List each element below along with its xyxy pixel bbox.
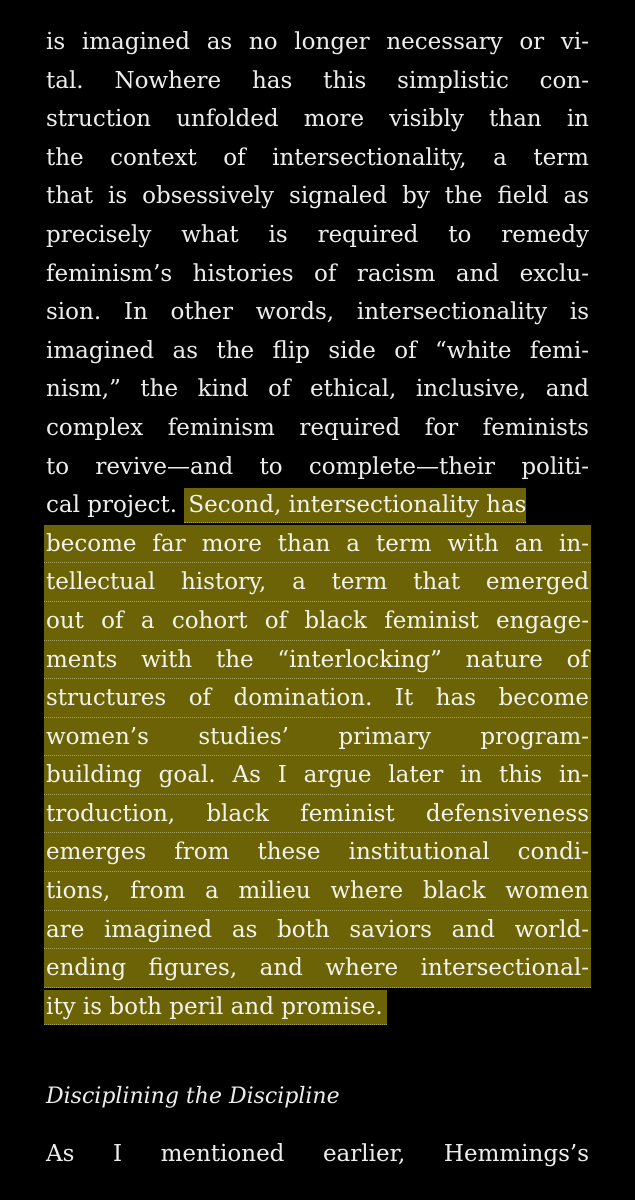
text-line: that is obsessively signaled by the field as xyxy=(46,183,589,210)
body-paragraph xyxy=(46,23,589,1026)
text-line: feminism’s histories of racism and exclu- xyxy=(46,260,589,287)
text-line: imagined as the flip side of “white femi- xyxy=(46,337,589,364)
highlight-segment[interactable]: Second, intersectionality has xyxy=(184,488,526,523)
highlighted-line[interactable]: ending figures, and where intersectional- xyxy=(44,949,591,988)
text-line: sion. In other words, intersectionality is xyxy=(46,299,589,326)
section-heading: Disciplining the Discipline xyxy=(46,1084,340,1109)
highlighted-line[interactable]: tions, from a milieu where black women xyxy=(44,872,591,911)
highlighted-line[interactable]: structures of domination. It has become xyxy=(44,679,591,718)
highlighted-line[interactable]: emerges from these institutional condi- xyxy=(44,833,591,872)
text-line: to revive—and to complete—their politi- xyxy=(46,453,589,480)
text-line-mixed xyxy=(46,486,589,525)
plain-text-segment: cal project. xyxy=(46,492,178,519)
highlighted-line[interactable]: building goal. As I argue later in this in- xyxy=(44,756,591,795)
text-line: struction unfolded more visibly than in xyxy=(46,106,589,133)
highlighted-line[interactable]: tellectual history, a term that emerged xyxy=(44,563,591,602)
next-paragraph-line: As I mentioned earlier, Hemmings’s xyxy=(46,1141,589,1167)
text-line: precisely what is required to remedy xyxy=(46,221,589,248)
highlighted-last-line[interactable]: ity is both peril and promise. xyxy=(44,990,387,1025)
highlighted-line[interactable]: are imagined as both saviors and world- xyxy=(44,911,591,950)
text-line: is imagined as no longer necessary or vi- xyxy=(46,29,589,55)
highlighted-line[interactable]: become far more than a term with an in- xyxy=(44,525,591,564)
highlighted-line[interactable]: women’s studies’ primary program- xyxy=(44,718,591,757)
text-line: tal. Nowhere has this simplistic con- xyxy=(46,67,589,94)
highlighted-line[interactable]: out of a cohort of black feminist engage- xyxy=(44,602,591,641)
highlighted-last-line-wrap xyxy=(46,988,589,1027)
text-line: the context of intersectionality, a term xyxy=(46,144,589,171)
text-line: complex feminism required for feminists xyxy=(46,414,589,441)
text-line: nism,” the kind of ethical, inclusive, and xyxy=(46,376,589,403)
highlighted-line[interactable]: troduction, black feminist defensiveness xyxy=(44,795,591,834)
highlighted-line[interactable]: ments with the “interlocking” nature of xyxy=(44,641,591,680)
